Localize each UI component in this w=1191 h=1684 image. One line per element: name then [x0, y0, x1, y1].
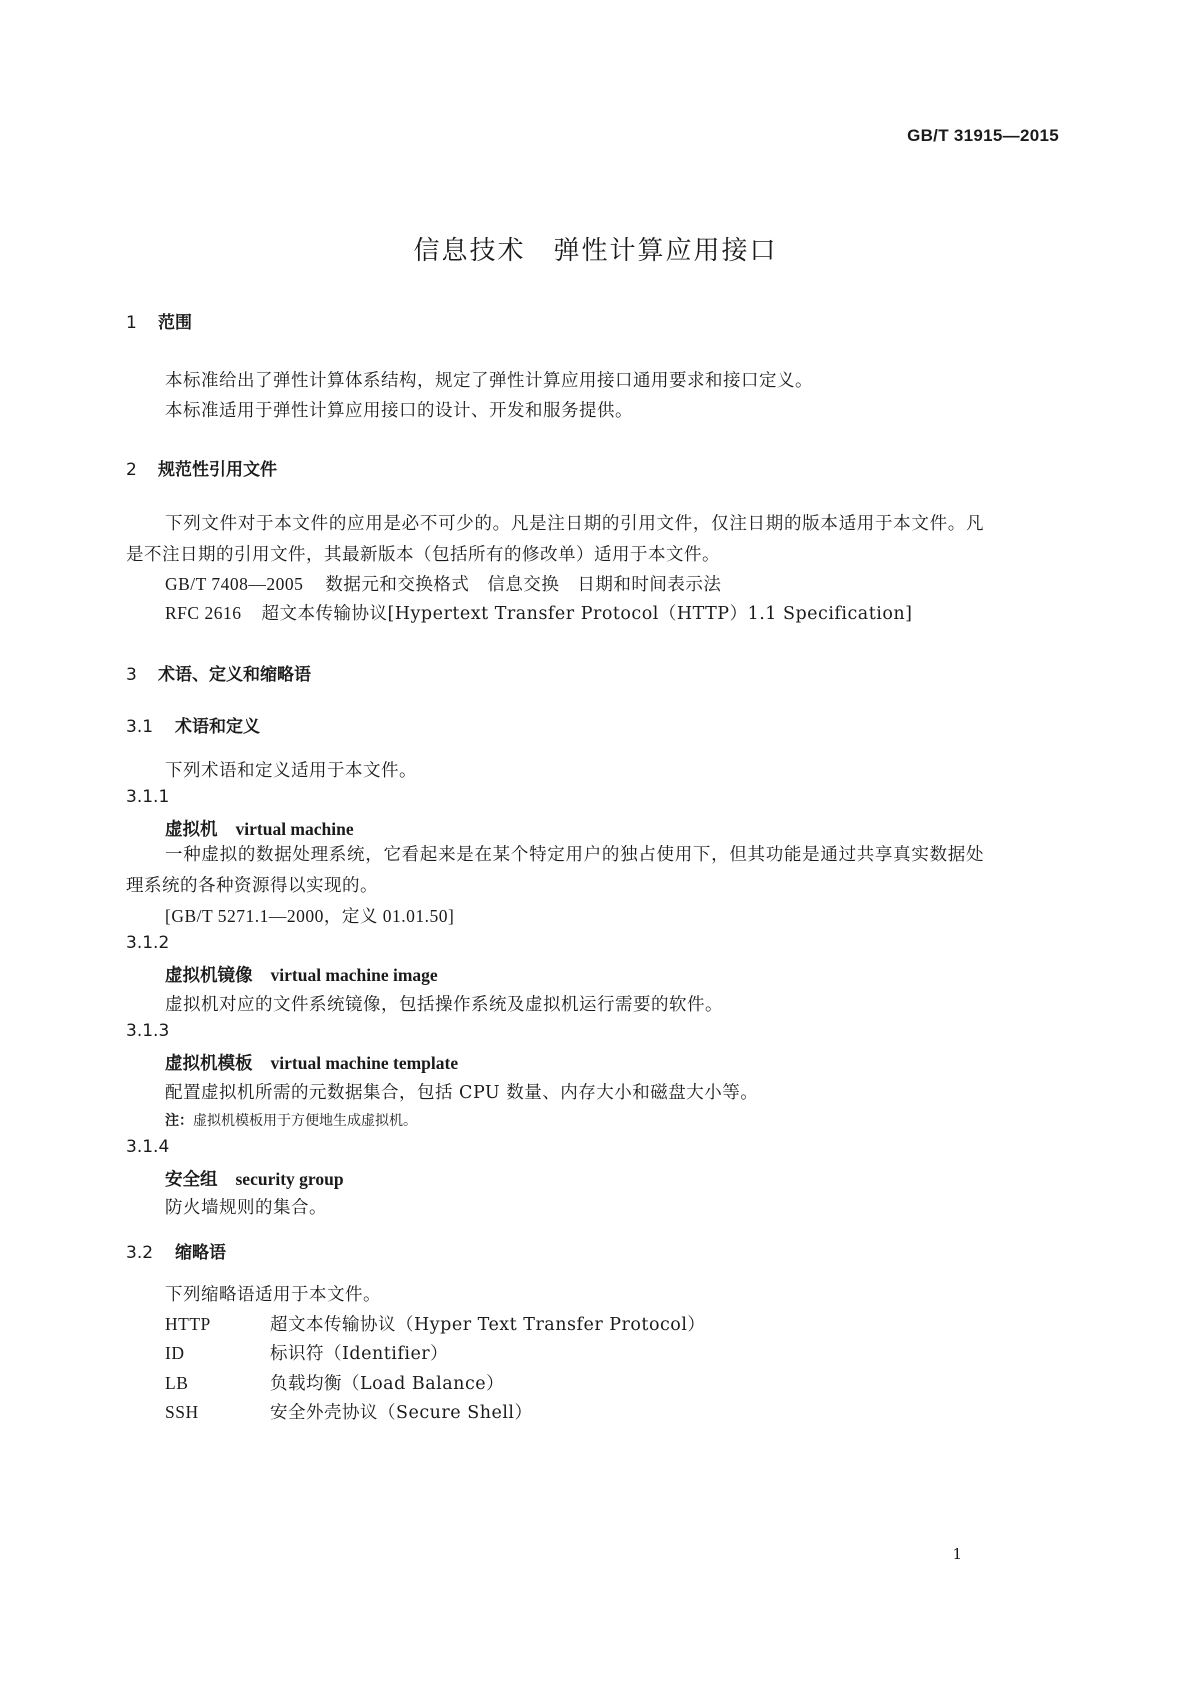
subsection-heading-abbreviations: 3.2 缩略语 — [126, 1243, 226, 1263]
term-name: 虚拟机模板 virtual machine template — [165, 1053, 459, 1074]
paragraph: 下列缩略语适用于本文件。 — [165, 1285, 381, 1305]
document-title: 信息技术 弹性计算应用接口 — [413, 236, 778, 266]
term-note: 注：虚拟机模板用于方便地生成虚拟机。 — [165, 1113, 417, 1129]
section-heading-scope: 1 范围 — [126, 313, 192, 333]
term-definition: 防火墙规则的集合。 — [165, 1198, 327, 1218]
paragraph: 本标准适用于弹性计算应用接口的设计、开发和服务提供。 — [165, 401, 633, 421]
abbreviation-item: SSH 安全外壳协议（Secure Shell） — [165, 1402, 533, 1423]
term-name: 虚拟机镜像 virtual machine image — [165, 965, 438, 986]
subsection-heading-terms-definitions: 3.1 术语和定义 — [126, 717, 260, 737]
term-name: 安全组 security group — [165, 1169, 344, 1190]
term-name: 虚拟机 virtual machine — [165, 819, 354, 840]
term-number: 3.1.1 — [126, 787, 170, 807]
reference-item: GB/T 7408—2005 数据元和交换格式 信息交换 日期和时间表示法 — [165, 574, 722, 595]
abbreviation-item: LB 负载均衡（Load Balance） — [165, 1373, 505, 1394]
reference-item: RFC 2616 超文本传输协议[Hypertext Transfer Protocol（HTTP）1.1 Specification] — [165, 603, 913, 624]
section-heading-normative-references: 2 规范性引用文件 — [126, 460, 277, 480]
abbreviation-item: HTTP 超文本传输协议（Hyper Text Transfer Protocol） — [165, 1314, 706, 1335]
paragraph: 下列文件对于本文件的应用是必不可少的。凡是注日期的引用文件，仅注日期的版本适用于本文件。凡是不注日期的引用文件，其最新版本（包括所有的修改单）适用于本文件。 — [126, 514, 984, 565]
standard-code: GB/T 31915—2015 — [907, 126, 1059, 145]
term-number: 3.1.2 — [126, 933, 170, 953]
term-number: 3.1.4 — [126, 1137, 170, 1157]
term-number: 3.1.3 — [126, 1021, 170, 1041]
term-definition: 一种虚拟的数据处理系统，它看起来是在某个特定用户的独占使用下，但其功能是通过共享真实数据处理系统的各种资源得以实现的。 — [126, 845, 984, 896]
term-source: [GB/T 5271.1—2000，定义 01.01.50] — [165, 906, 455, 926]
term-definition: 配置虚拟机所需的元数据集合，包括 CPU 数量、内存大小和磁盘大小等。 — [165, 1083, 759, 1103]
paragraph: 本标准给出了弹性计算体系结构，规定了弹性计算应用接口通用要求和接口定义。 — [165, 371, 813, 391]
abbreviation-item: ID 标识符（Identifier） — [165, 1343, 449, 1364]
paragraph: 下列术语和定义适用于本文件。 — [165, 761, 417, 781]
term-definition: 虚拟机对应的文件系统镜像，包括操作系统及虚拟机运行需要的软件。 — [165, 995, 723, 1015]
section-heading-terms: 3 术语、定义和缩略语 — [126, 665, 311, 685]
page-number: 1 — [952, 1545, 962, 1563]
